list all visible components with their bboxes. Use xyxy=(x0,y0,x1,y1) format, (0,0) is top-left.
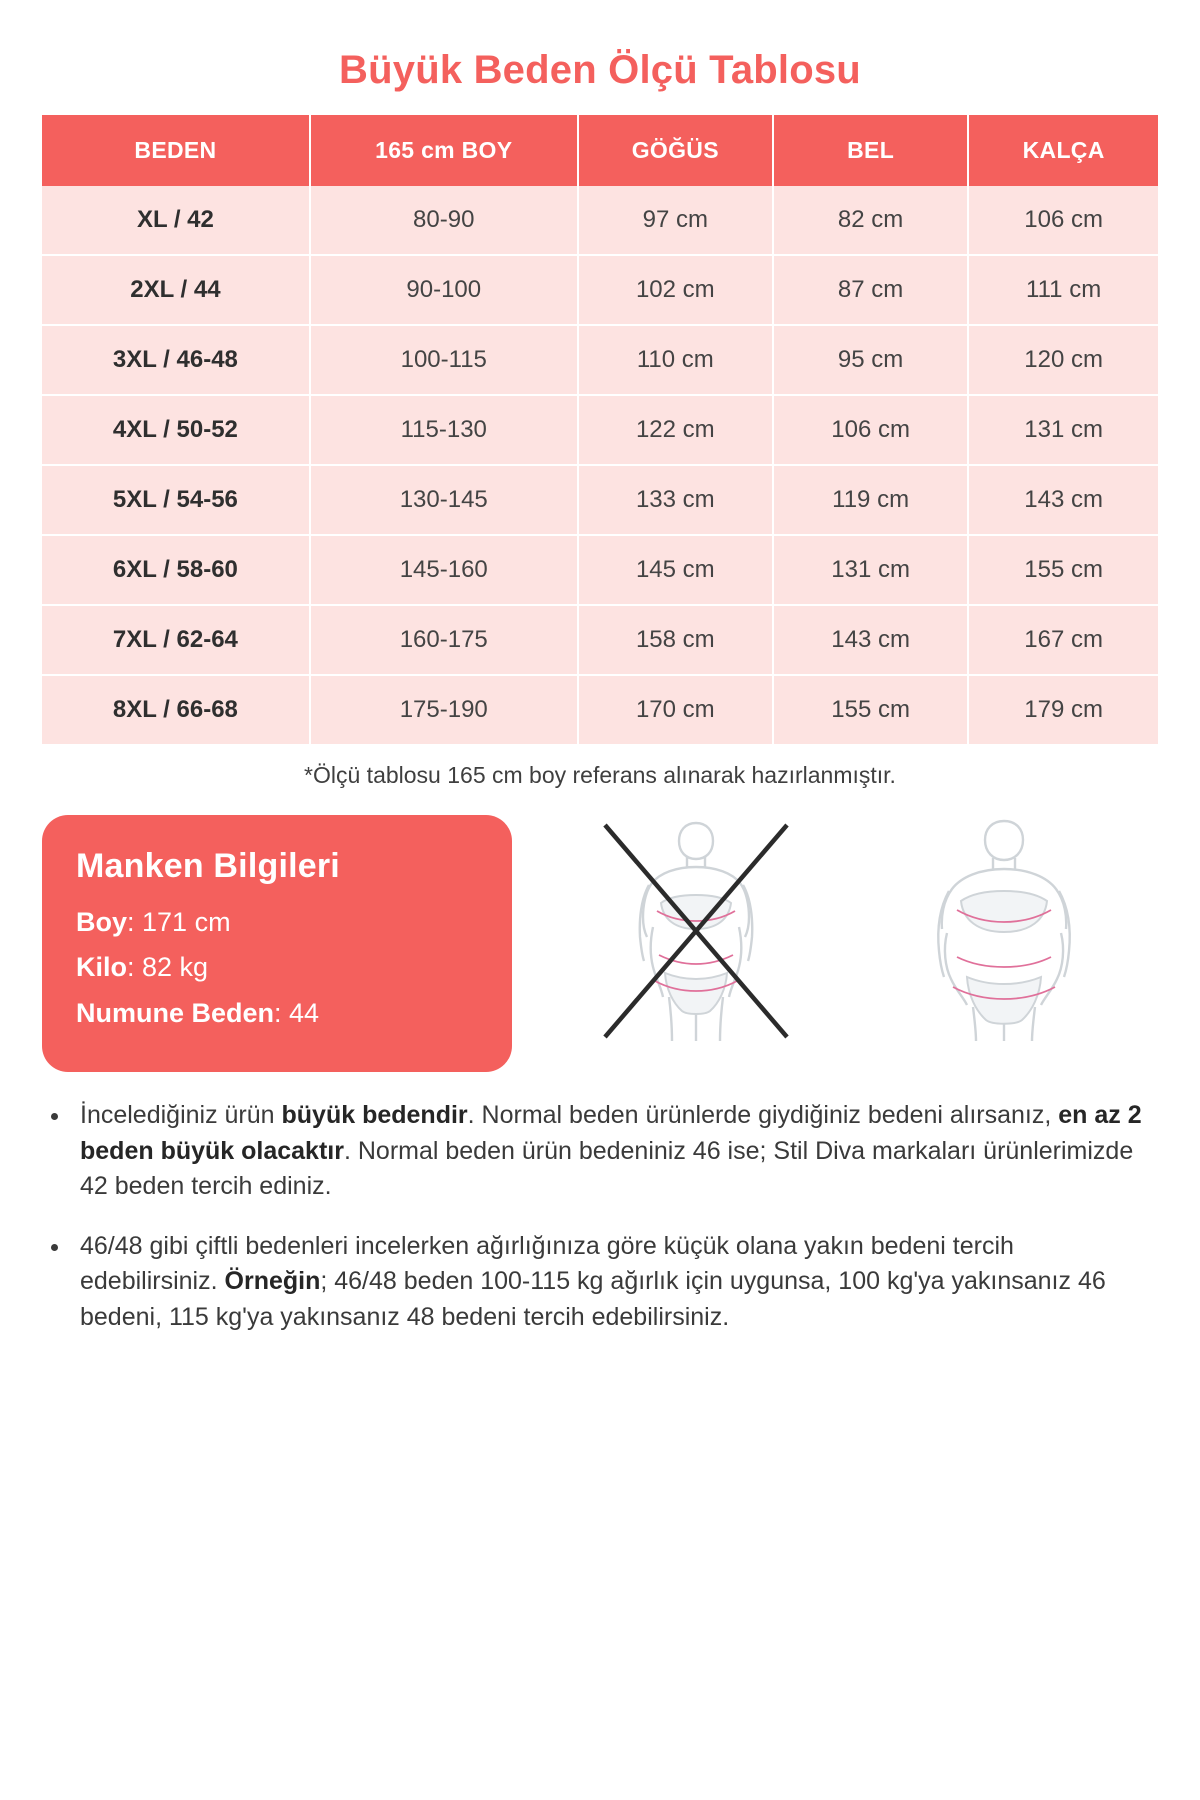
table-footnote: *Ölçü tablosu 165 cm boy referans alınarak hazırlanmıştır. xyxy=(304,762,896,788)
cell-waist: 82 cm xyxy=(773,186,968,255)
model-info-card xyxy=(42,815,512,1072)
column-header-boy: 165 cm BOY xyxy=(310,115,578,186)
model-height-value: : 171 cm xyxy=(127,907,231,937)
bullet-text-part-bold: en az 2 beden büyük olacaktır xyxy=(80,1101,1142,1165)
cell-hip: 131 cm xyxy=(968,395,1158,465)
cell-weight-range: 145-160 xyxy=(310,535,578,605)
table-row xyxy=(42,395,1158,465)
bullet-text-part-bold: Örneğin xyxy=(224,1267,321,1296)
column-header-bel: BEL xyxy=(773,115,968,186)
cell-weight-range: 90-100 xyxy=(310,255,578,325)
model-info-section xyxy=(42,815,1158,1072)
bullet-text-part: ; 46/48 beden 100-115 kg ağırlık için uygunsa, 100 kg'ya yakınsanız 46 bedeni, 115 kg'ya yakınsanız 48 bedeni tercih edebilirsiniz. xyxy=(80,1267,1106,1331)
cell-size: 3XL / 46-48 xyxy=(42,325,310,395)
cell-bust: 133 cm xyxy=(578,465,773,535)
cell-size: 4XL / 50-52 xyxy=(42,395,310,465)
cell-size: 2XL / 44 xyxy=(42,255,310,325)
table-header xyxy=(42,115,1158,186)
slim-figure-wrapper xyxy=(591,815,801,1045)
table-row xyxy=(42,465,1158,535)
bullet-text-part: . Normal beden ürünlerde giydiğiniz bedeni alırsanız, xyxy=(467,1101,1059,1130)
cell-weight-range: 160-175 xyxy=(310,605,578,675)
model-weight-value: : 82 kg xyxy=(127,952,209,983)
cell-size: 5XL / 54-56 xyxy=(42,465,310,535)
cell-waist: 155 cm xyxy=(773,675,968,744)
column-header-kalca: KALÇA xyxy=(968,115,1158,186)
cell-waist: 119 cm xyxy=(773,465,968,535)
size-table xyxy=(42,115,1158,744)
bullet-text-part: İncelediğiniz ürün xyxy=(80,1101,282,1130)
cell-bust: 97 cm xyxy=(578,186,773,255)
list-item xyxy=(72,1229,1158,1336)
cell-hip: 106 cm xyxy=(968,186,1158,255)
cell-hip: 120 cm xyxy=(968,325,1158,395)
model-sample-size-value: : 44 xyxy=(274,997,320,1028)
cell-bust: 122 cm xyxy=(578,395,773,465)
plus-figure-wrapper xyxy=(899,815,1109,1045)
cell-size: 8XL / 66-68 xyxy=(42,675,310,744)
page-title: Büyük Beden Ölçü Tablosu xyxy=(339,48,861,92)
model-height xyxy=(76,906,478,938)
cell-weight-range: 115-130 xyxy=(310,395,578,465)
cell-hip: 155 cm xyxy=(968,535,1158,605)
slim-body-figure-icon xyxy=(591,815,801,1045)
bullet-text-part: 46/48 gibi çiftli bedenleri incelerken ağırlığınıza göre küçük olana yakın bedeni tercih edebilirsiniz. xyxy=(80,1231,1014,1296)
cell-hip: 179 cm xyxy=(968,675,1158,744)
cell-size: XL / 42 xyxy=(42,186,310,255)
model-info-heading: Manken Bilgileri xyxy=(76,847,340,885)
cell-weight-range: 100-115 xyxy=(310,325,578,395)
model-height-label: Boy xyxy=(76,907,128,937)
cell-bust: 102 cm xyxy=(578,255,773,325)
model-weight xyxy=(76,951,478,983)
cell-weight-range: 175-190 xyxy=(310,675,578,744)
model-sample-size xyxy=(76,997,478,1029)
cell-waist: 143 cm xyxy=(773,605,968,675)
model-sample-size-label: Numune Beden xyxy=(76,997,275,1028)
cell-size: 7XL / 62-64 xyxy=(42,605,310,675)
guidance-list xyxy=(42,1098,1158,1335)
cell-size: 6XL / 58-60 xyxy=(42,535,310,605)
table-row xyxy=(42,535,1158,605)
cell-weight-range: 130-145 xyxy=(310,465,578,535)
column-header-beden: BEDEN xyxy=(42,115,310,186)
table-row xyxy=(42,325,1158,395)
body-figures xyxy=(512,815,1158,1045)
list-item xyxy=(72,1098,1158,1205)
cell-bust: 158 cm xyxy=(578,605,773,675)
cell-bust: 145 cm xyxy=(578,535,773,605)
cell-bust: 110 cm xyxy=(578,325,773,395)
bullet-text-part: . Normal beden ürün bedeniniz 46 ise; Stil Diva markaları ürünlerimizde 42 beden tercih ediniz. xyxy=(80,1136,1134,1201)
table-row xyxy=(42,186,1158,255)
table-row xyxy=(42,675,1158,744)
cell-waist: 131 cm xyxy=(773,535,968,605)
plus-size-body-figure-icon xyxy=(899,815,1109,1045)
cell-hip: 111 cm xyxy=(968,255,1158,325)
model-weight-label: Kilo xyxy=(76,952,127,983)
cell-weight-range: 80-90 xyxy=(310,186,578,255)
table-body xyxy=(42,186,1158,744)
cell-waist: 95 cm xyxy=(773,325,968,395)
column-header-gogus: GÖĞÜS xyxy=(578,115,773,186)
table-header-row xyxy=(42,115,1158,186)
cell-bust: 170 cm xyxy=(578,675,773,744)
table-row xyxy=(42,605,1158,675)
cell-waist: 106 cm xyxy=(773,395,968,465)
cell-hip: 167 cm xyxy=(968,605,1158,675)
cell-waist: 87 cm xyxy=(773,255,968,325)
bullet-text-part-bold: büyük bedendir xyxy=(281,1101,468,1130)
cell-hip: 143 cm xyxy=(968,465,1158,535)
table-row xyxy=(42,255,1158,325)
